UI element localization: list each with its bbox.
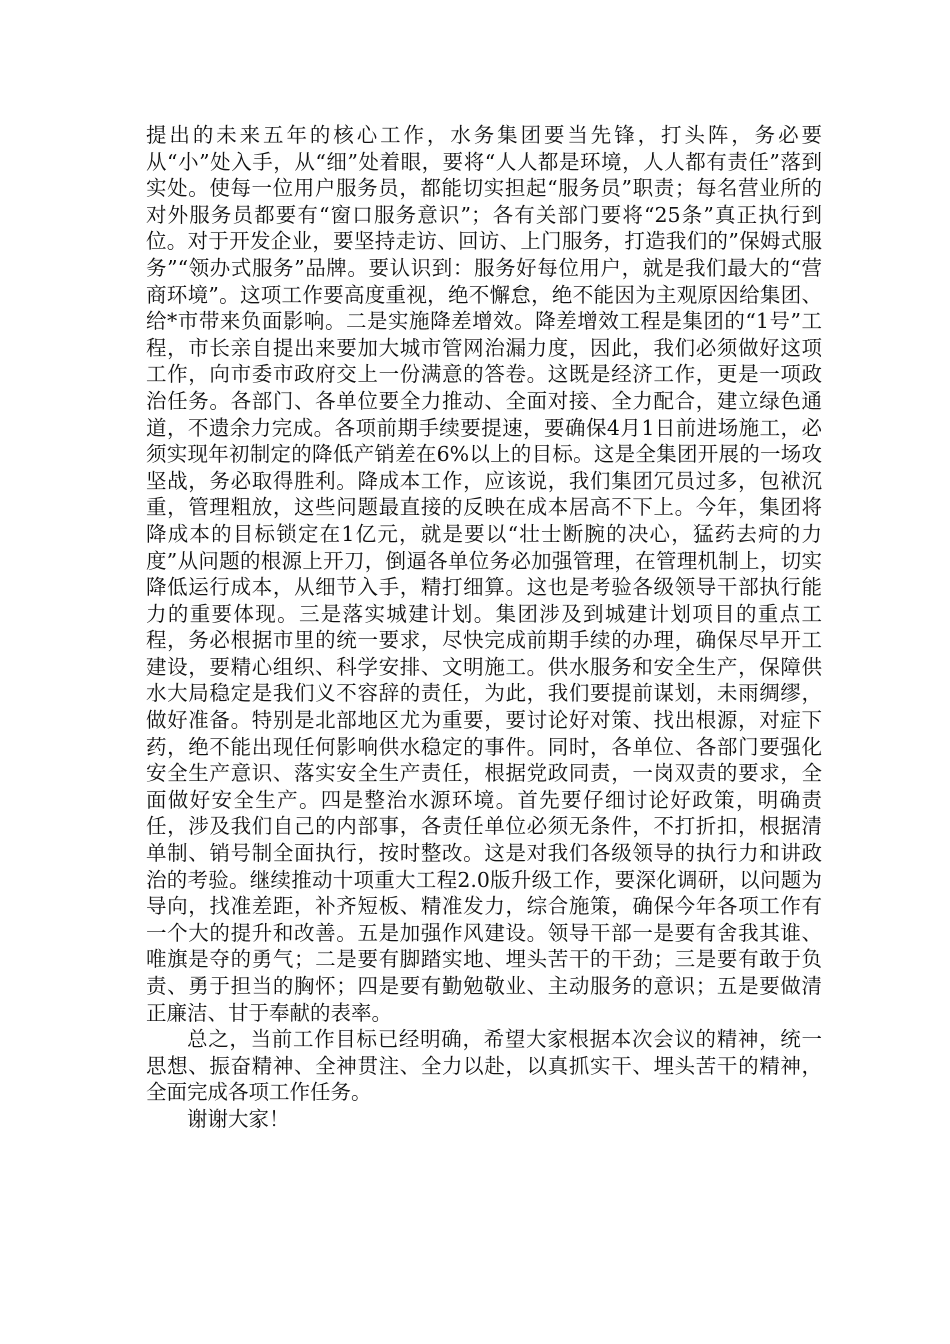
body-paragraph-2: 总之，当前工作目标已经明确，希望大家根据本次会议的精神，统一思想、振奋精神、全神贯注、全力以赴，以真抓实干、埋头苦干的精神，全面完成各项工作任务。 — [146, 1027, 822, 1105]
body-paragraph-1: 提出的未来五年的核心工作，水务集团要当先锋，打头阵，务必要从“小”处入手，从“细”处着眼，要将“人人都是环境，人人都有责任”落到实处。使每一位用户服务员，都能切实担起“服务员”职责；每名营业所的对外服务员都要有“窗口服务意识”；各有关部门要将“25条”真正执行到位。对于开发企业，要坚持走访、回访、上门服务，打造我们的”保姆式服务”“领办式服务”品牌。要认识到：服务好每位用户，就是我们最大的“营商环境”。这项工作要高度重视，绝不懈怠，绝不能因为主观原因给集团、给*市带来负面影响。二是实施降差增效。降差增效工程是集团的“1号”工程，市长亲自提出来要加大城市管网治漏力度，因此，我们必须做好这项工作，向市委市政府交上一份满意的答卷。这既是经济工作，更是一项政治任务。各部门、各单位要全力推动、全面对接、全力配合，建立绿色通道，不遗余力完成。各项前期手续要提速，要确保4月1日前进场施工，必须实现年初制定的降低产销差在6%以上的目标。这是全集团开展的一场攻坚战，务必取得胜利。降成本工作，应该说，我们集团冗员过多，包袱沉重，管理粗放，这些问题最直接的反映在成本居高不下上。今年，集团将降成本的目标锁定在1亿元，就是要以“壮士断腕的决心，猛药去疴的力度”从问题的根源上开刀，倒逼各单位务必加强管理，在管理机制上，切实降低运行成本，从细节入手，精打细算。这也是考验各级领导干部执行能力的重要体现。三是落实城建计划。集团涉及到城建计划项目的重点工程，务必根据市里的统一要求，尽快完成前期手续的办理，确保尽早开工建设，要精心组织、科学安排、文明施工。供水服务和安全生产，保障供水大局稳定是我们义不容辞的责任，为此，我们要提前谋划，未雨绸缪，做好准备。特别是北部地区尤为重要，要讨论好对策、找出根源，对症下药，绝不能出现任何影响供水稳定的事件。同时，各单位、各部门要强化安全生产意识、落实安全生产责任，根据党政同责，一岗双责的要求，全面做好安全生产。四是整治水源环境。首先要仔细讨论好政策，明确责任，涉及我们自己的内部事，各责任单位必须无条件，不打折扣，根据清单制、销号制全面执行，按时整改。这是对我们各级领导的执行力和讲政治的考验。继续推动十项重大工程2.0版升级工作，要深化调研，以问题为导向，找准差距，补齐短板、精准发力，综合施策，确保今年各项工作有一个大的提升和改善。五是加强作风建设。领导干部一是要有舍我其谁、唯旗是夺的勇气；二是要有脚踏实地、埋头苦干的干劲；三是要有敢于负责、勇于担当的胸怀；四是要有勤勉敬业、主动服务的意识；五是要做清正廉洁、甘于奉献的表率。 — [146, 123, 822, 1025]
document-page — [146, 122, 822, 1133]
closing-line: 谢谢大家！ — [187, 1106, 290, 1131]
